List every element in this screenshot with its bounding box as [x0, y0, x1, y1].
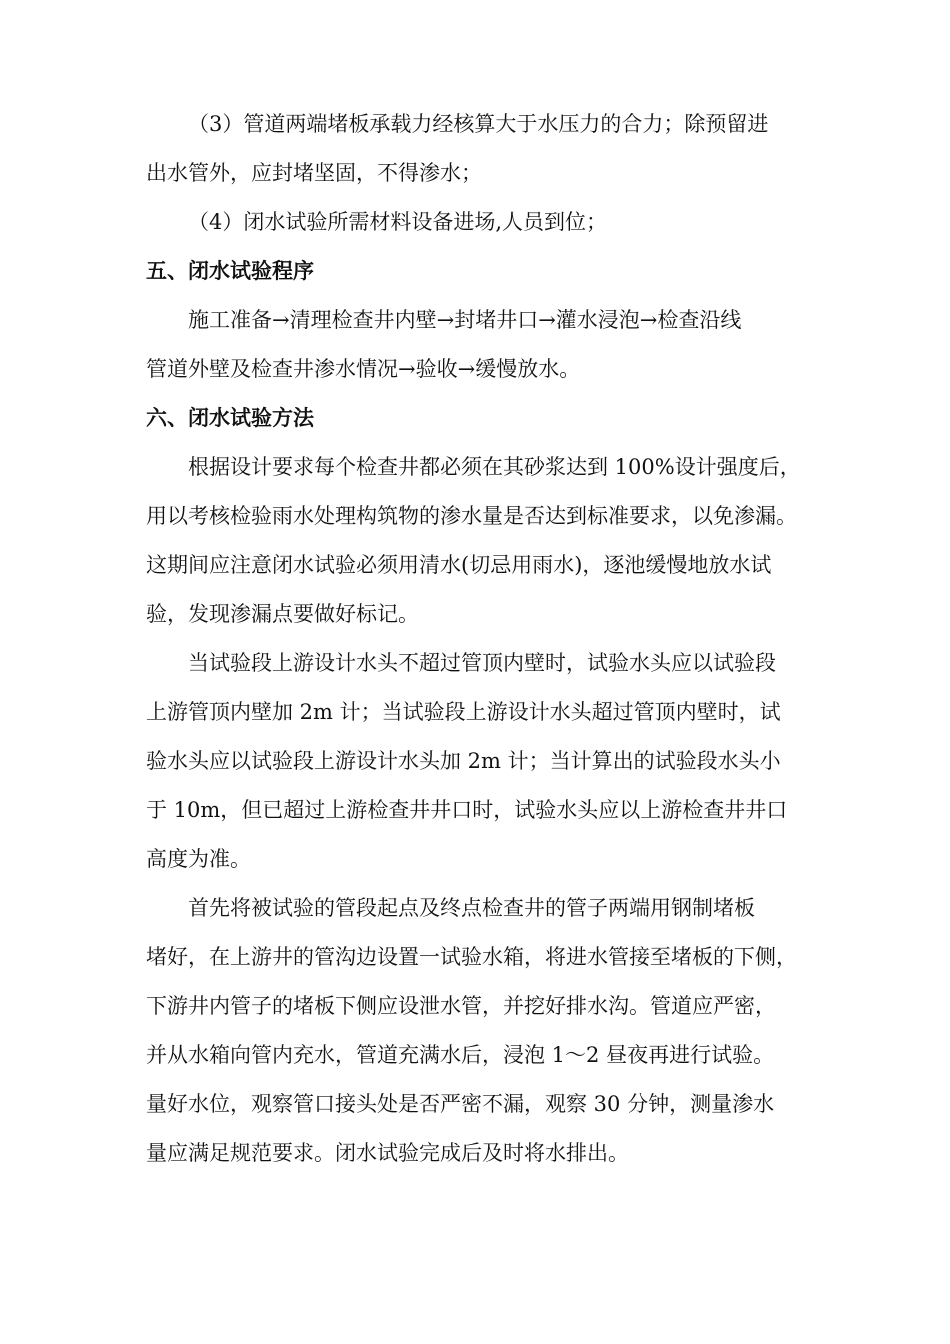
paragraph-line: 高度为准。 — [146, 847, 251, 871]
paragraph-line: 并从水箱向管内充水，管道充满水后，浸泡 1～2 昼夜再进行试验。 — [146, 1043, 775, 1067]
paragraph-line: 首先将被试验的管段起点及终点检查井的管子两端用钢制堵板 — [188, 896, 755, 920]
section-heading: 六、闭水试验方法 — [146, 406, 314, 430]
paragraph-line: 量应满足规范要求。闭水试验完成后及时将水排出。 — [146, 1141, 629, 1165]
paragraph-line: 用以考核检验雨水处理构筑物的渗水量是否达到标准要求，以免渗漏。 — [146, 504, 797, 528]
paragraph-line: 于 10m，但已超过上游检查井井口时，试验水头应以上游检查井井口 — [146, 798, 788, 822]
paragraph-line: 下游井内管子的堵板下侧应设泄水管，并挖好排水沟。管道应严密， — [146, 994, 776, 1018]
paragraph-line: 根据设计要求每个检查井都必须在其砂浆达到 100%设计强度后， — [188, 455, 801, 479]
paragraph-line: 堵好，在上游井的管沟边设置一试验水箱，将进水管接至堵板的下侧， — [146, 945, 797, 969]
paragraph-line: 管道外壁及检查井渗水情况→验收→缓慢放水。 — [146, 357, 581, 381]
paragraph-line: （3）管道两端堵板承载力经核算大于水压力的合力；除预留进 — [188, 112, 769, 136]
paragraph-line: 上游管顶内壁加 2m 计；当试验段上游设计水头超过管顶内壁时，试 — [146, 700, 781, 724]
paragraph-line: （4）闭水试验所需材料设备进场,人员到位； — [188, 210, 608, 234]
paragraph-line: 这期间应注意闭水试验必须用清水(切忌用雨水)，逐池缓慢地放水试 — [146, 553, 772, 577]
paragraph-line: 验，发现渗漏点要做好标记。 — [146, 602, 419, 626]
paragraph-line: 当试验段上游设计水头不超过管顶内壁时，试验水头应以试验段 — [188, 651, 776, 675]
paragraph-line: 量好水位，观察管口接头处是否严密不漏，观察 30 分钟，测量渗水 — [146, 1092, 775, 1116]
paragraph-line: 施工准备→清理检查井内壁→封堵井口→灌水浸泡→检查沿线 — [188, 308, 742, 332]
section-heading: 五、闭水试验程序 — [146, 259, 314, 283]
paragraph-line: 验水头应以试验段上游设计水头加 2m 计；当计算出的试验段水头小 — [146, 749, 781, 773]
document-page — [146, 100, 814, 1178]
paragraph-line: 出水管外，应封堵坚固，不得渗水； — [146, 161, 482, 185]
